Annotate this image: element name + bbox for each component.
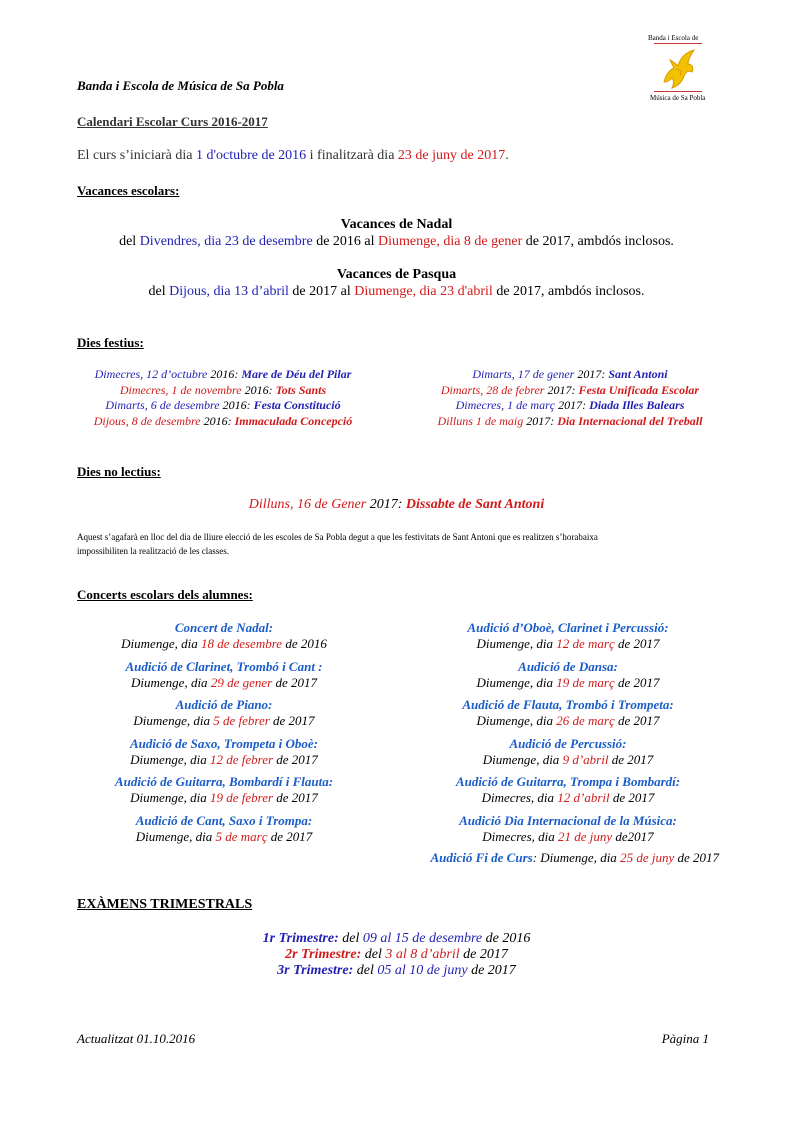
concert-title: Audició d’Oboè, Clarinet i Percussió: [467,620,669,635]
exam-range: 09 al 15 de desembre [362,931,483,946]
exam-pre: del [353,963,378,978]
festiu-year: 2017: [574,367,609,381]
nadal-from: Divendres, dia 23 de desembre [139,234,313,249]
festiu-name: Sant Antoni [608,367,668,381]
concert-date [74,675,374,691]
date-post: de 2016 [282,636,327,651]
date-post: de 2017 [614,713,660,728]
nolectiu-note-line1: Aquest s’agafarà en lloc del dia de lliure elecció de les escoles de Sa Pobla degut a que les festivitats de Sant Antoni que es realitzen s’horabaixa [77,532,598,542]
date-post: de 2017 [273,751,318,767]
exam-item [0,947,793,963]
date-pre: Diumenge, dia [130,790,210,805]
date-pre: Diumenge, dia [482,751,563,767]
pasqua-from: Dijous, dia 13 d’abril [169,284,289,299]
festiu-item [48,383,398,399]
date-value: 19 de febrer [209,790,274,805]
intro-text [77,148,509,164]
logo-rule-bottom [654,91,702,92]
exam-post: de 2017 [467,963,516,978]
exam-item [0,931,793,947]
nolectiu-item [0,497,793,513]
festiu-date: Dimarts, 17 de gener [472,367,575,381]
text-part: de 2017, ambdós inclosos. [522,234,674,249]
intro-part: . [505,148,509,163]
nolectiu-date: Dilluns, 16 de Gener [248,497,367,512]
logo-bottom-text: Música de Sa Pobla [650,94,706,102]
date-post: de 2017 [273,790,318,805]
festiu-year: 2017: [555,398,590,412]
date-value: 21 de juny [558,828,613,844]
concert-title: Concert de Nadal: [174,620,274,635]
concert-date [74,713,374,729]
date-value: 12 d’abril [557,790,610,805]
nadal-title: Vacances de Nadal [340,217,453,232]
date-value: 25 de juny [620,850,675,865]
pasqua-to: Diumenge, dia 23 d'abril [354,284,493,299]
date-post: de 2017 [674,850,719,865]
exam-range: 3 al 8 d’abril [385,947,460,962]
date-value: 12 de febrer [209,751,274,767]
date-value: 29 de gener [210,674,273,690]
date-post: de 2017 [614,674,660,690]
festiu-item [400,383,740,399]
date-value: 5 de febrer [213,713,270,728]
festiu-year: 2016: [219,398,254,412]
festiu-year: 2016: [207,367,242,381]
date-pre: Diumenge, dia [130,751,210,767]
date-value: 5 de març [215,828,268,844]
examens-list [0,931,793,979]
concert-item [74,659,374,698]
concert-item [418,813,718,852]
concert-date [74,636,374,652]
concert-date [418,636,718,652]
date-post: de 2017 [269,713,315,728]
festiu-year: 2017: [523,413,558,428]
vacances-heading: Vacances escolars: [77,183,180,198]
concert-item [74,697,374,736]
festiu-date: Dimecres, 1 de novembre [119,382,242,397]
org-name: Banda i Escola de Música de Sa Pobla [77,78,284,93]
nolectiu-name: Dissabte de Sant Antoni [405,497,545,512]
festiu-date: Dimarts, 6 de desembre [105,398,220,412]
exam-label: 2r Trimestre: [285,947,362,962]
festius-heading: Dies festius: [77,335,144,350]
festiu-year: 2017: [544,382,579,397]
concert-title: Audició Dia Internacional de la Música: [459,812,677,828]
concert-date [418,790,718,806]
text-part: del [148,284,170,299]
festiu-date: Dilluns 1 de maig [437,413,524,428]
concert-item [418,697,718,736]
concert-item [74,813,374,852]
date-pre: Diumenge, dia [131,674,211,690]
festius-right-list [400,367,740,429]
concert-title: Audició de Guitarra, Bombardí i Flauta: [114,774,334,789]
festiu-name: Mare de Déu del Pilar [241,367,352,381]
page-title: Calendari Escolar Curs 2016-2017 [77,114,268,129]
festiu-date: Dimarts, 28 de febrer [440,382,545,397]
intro-part: i finalitzarà dia [306,148,398,163]
text-part: de 2017, ambdós inclosos. [492,284,645,299]
end-date: 23 de juny de 2017 [397,148,506,163]
exam-label: 1r Trimestre: [262,931,339,946]
concert-date [418,829,718,845]
text-part: de 2017 al [288,284,355,299]
nolectius-heading: Dies no lectius: [77,464,161,479]
festiu-name: Dia Internacional del Treball [557,413,703,428]
festiu-item [400,414,740,430]
festiu-name: Immaculada Concepció [234,413,353,428]
concert-final [430,850,719,866]
festiu-item [48,398,398,414]
festiu-date: Dijous, 8 de desembre [93,413,201,428]
nadal-dates [0,234,793,250]
exam-label: 3r Trimestre: [277,963,354,978]
concert-title: Audició de Guitarra, Trompa i Bombardí: [455,774,681,789]
concert-date [418,675,718,691]
concert-item [74,620,374,659]
date-value: 19 de març [556,674,615,690]
concert-item [74,774,374,813]
date-post: de 2017 [608,751,654,767]
concert-title: Audició de Clarinet, Trombó i Cant : [125,658,323,674]
nadal-to: Diumenge, dia 8 de gener [378,234,523,249]
festiu-item [48,367,398,383]
concert-date [418,713,718,729]
festius-left-list [48,367,398,429]
festiu-item [48,414,398,430]
pasqua-dates [0,284,793,300]
date-value: 26 de març [556,713,615,728]
date-pre: Diumenge, dia [121,636,201,651]
concerts-left-list [74,620,374,851]
concert-date [74,829,374,845]
concert-item [418,620,718,659]
nolectiu-note-line2: impossibiliten la realització de les classes. [77,546,229,556]
concerts-heading: Concerts escolars dels alumnes: [77,587,253,602]
concert-item [74,736,374,775]
festiu-year: 2016: [241,382,276,397]
concert-title: Audició de Cant, Saxo i Trompa: [135,812,313,828]
festiu-item [400,367,740,383]
date-post: de 2017 [614,636,660,651]
exam-item [0,963,793,979]
text-part: del [119,234,140,249]
start-date: 1 d'octubre de 2016 [195,148,307,163]
exam-post: de 2017 [459,947,508,962]
nolectiu-year: 2017: [366,497,406,512]
text-part: de 2016 al [312,234,379,249]
concert-item [418,659,718,698]
concert-title: Audició de Flauta, Trombó i Trompeta: [462,697,674,712]
festiu-name: Diada Illes Balears [589,398,685,412]
festiu-date: Dimecres, 12 d’octubre [94,367,208,381]
griffin-icon [658,46,698,90]
concert-title: Audició Fi de Curs [430,850,533,865]
exam-pre: del [361,947,386,962]
concert-item [418,774,718,813]
festiu-name: Festa Unificada Escolar [578,382,700,397]
examens-heading: EXÀMENS TRIMESTRALS [77,897,253,912]
date-post: de 2017 [272,674,317,690]
pasqua-title: Vacances de Pasqua [336,267,457,282]
exam-range: 05 al 10 de juny [377,963,468,978]
festiu-date: Dimecres, 1 de març [455,398,556,412]
intro-part: El curs s’iniciarà dia [77,148,196,163]
festiu-name: Tots Sants [275,382,327,397]
concert-title: Audició de Piano: [175,697,273,712]
date-value: 9 d’abril [562,751,609,767]
exam-pre: del [338,931,363,946]
date-value: 12 de març [556,636,615,651]
concert-date [74,790,374,806]
concert-title: Audició de Saxo, Trompeta i Oboè: [129,735,318,751]
school-logo [630,34,720,104]
concert-item [418,736,718,775]
logo-top-text: Banda i Escola de [648,34,699,42]
date-value: 18 de desembre [200,636,283,651]
date-pre: Diumenge, dia [476,713,557,728]
date-pre: Dimecres, dia [481,790,558,805]
festiu-name: Festa Constitució [253,398,341,412]
concerts-right-list [418,620,719,865]
date-pre: Diumenge, dia [476,636,557,651]
concert-title: Audició de Percussió: [509,735,627,751]
footer-updated: Actualitzat 01.10.2016 [77,1031,196,1046]
date-pre: : Diumenge, dia [532,850,621,865]
footer-page-number: Pàgina 1 [661,1031,709,1046]
date-post: de 2017 [267,828,313,844]
festiu-item [400,398,740,414]
concert-date [418,752,718,768]
concert-title: Audició de Dansa: [518,658,618,674]
date-post: de2017 [612,828,654,844]
concert-date [74,752,374,768]
date-pre: Dimecres, dia [482,828,558,844]
date-pre: Diumenge, dia [133,713,214,728]
date-pre: Diumenge, dia [476,674,557,690]
exam-post: de 2016 [482,931,531,946]
festiu-year: 2016: [200,413,235,428]
logo-rule-top [654,43,702,44]
date-post: de 2017 [609,790,655,805]
date-pre: Diumenge, dia [135,828,216,844]
